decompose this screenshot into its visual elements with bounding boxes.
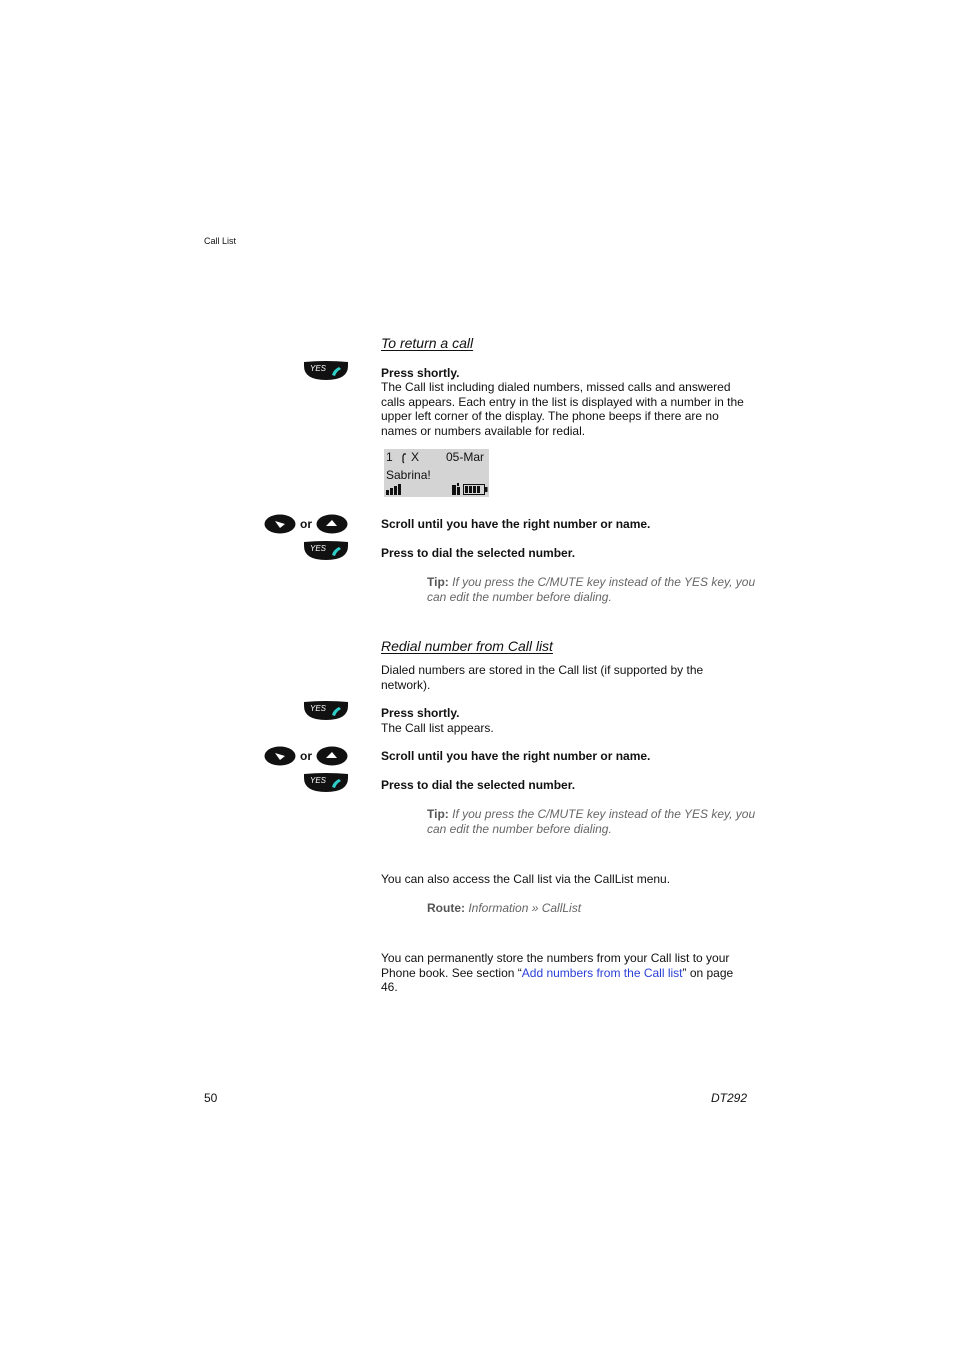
battery-icon — [463, 484, 488, 495]
display-name: Sabrina! — [386, 468, 431, 482]
navigation-keys — [264, 746, 348, 766]
handset-icon — [451, 483, 462, 496]
up-arrow-key-icon — [316, 514, 348, 534]
yes-key-icon — [303, 701, 349, 721]
down-arrow-key-icon — [264, 514, 296, 534]
tip-note — [427, 575, 757, 604]
yes-key-icon — [303, 541, 349, 561]
or-label: or — [300, 517, 312, 531]
cross-reference-link[interactable]: Add numbers from the Call list — [521, 965, 683, 980]
tip-note — [427, 807, 757, 836]
store-text-end: ” on page 46. — [381, 965, 734, 995]
down-arrow-key-icon — [264, 746, 296, 766]
route-path: Information » CallList — [468, 901, 582, 915]
tip-label: Tip: — [427, 807, 449, 821]
display-mark: X — [411, 450, 420, 464]
navigation-keys — [264, 514, 348, 534]
step-description: The Call list including dialed numbers, missed calls and answered calls appears. Each entry in the list is displayed with a number in the upper left corner of the display. The phone beeps if there are no names or numbers available for redial. — [381, 380, 744, 438]
step-dial: Press to dial the selected number. — [381, 778, 576, 792]
signal-strength-icon — [386, 484, 404, 496]
store-note — [381, 951, 751, 995]
route-label: Route: — [427, 901, 465, 915]
call-list-icon — [402, 453, 407, 464]
yes-key-icon — [303, 773, 349, 793]
section-title-return-call: To return a call — [381, 335, 474, 351]
display-date: 05-Mar — [446, 450, 485, 464]
up-arrow-key-icon — [316, 746, 348, 766]
step-description: The Call list appears. — [381, 721, 494, 735]
step-press-shortly: Press shortly. — [381, 366, 460, 380]
store-text: You can permanently store the numbers from your Call list to your Phone book. See section “ — [381, 951, 730, 980]
or-label: or — [300, 749, 312, 763]
tip-label: Tip: — [427, 575, 449, 589]
product-model: DT292 — [711, 1091, 748, 1105]
access-text: You can also access the Call list via the — [381, 872, 595, 886]
page-number: 50 — [204, 1091, 218, 1105]
section-intro: Dialed numbers are stored in the Call list (if supported by the network). — [381, 663, 704, 692]
yes-key-icon — [303, 361, 349, 381]
phone-display — [384, 449, 489, 497]
step-scroll: Scroll until you have the right number or name. — [381, 517, 651, 531]
running-header: Call List — [204, 236, 237, 246]
tip-text: If you press the C/MUTE key instead of the YES key, you can edit the number before dialing. — [427, 575, 756, 604]
section-title-redial: Redial number from Call list — [381, 638, 553, 654]
route-note — [427, 901, 757, 916]
menu-name: CallList — [594, 872, 634, 886]
tip-text: If you press the C/MUTE key instead of the YES key, you can edit the number before dialing. — [427, 807, 756, 836]
access-note — [381, 872, 753, 887]
step-press-shortly: Press shortly. — [381, 706, 460, 720]
step-dial: Press to dial the selected number. — [381, 546, 576, 560]
step-scroll: Scroll until you have the right number or name. — [381, 749, 651, 763]
access-text-end: menu. — [633, 872, 671, 886]
display-index: 1 — [386, 450, 393, 464]
